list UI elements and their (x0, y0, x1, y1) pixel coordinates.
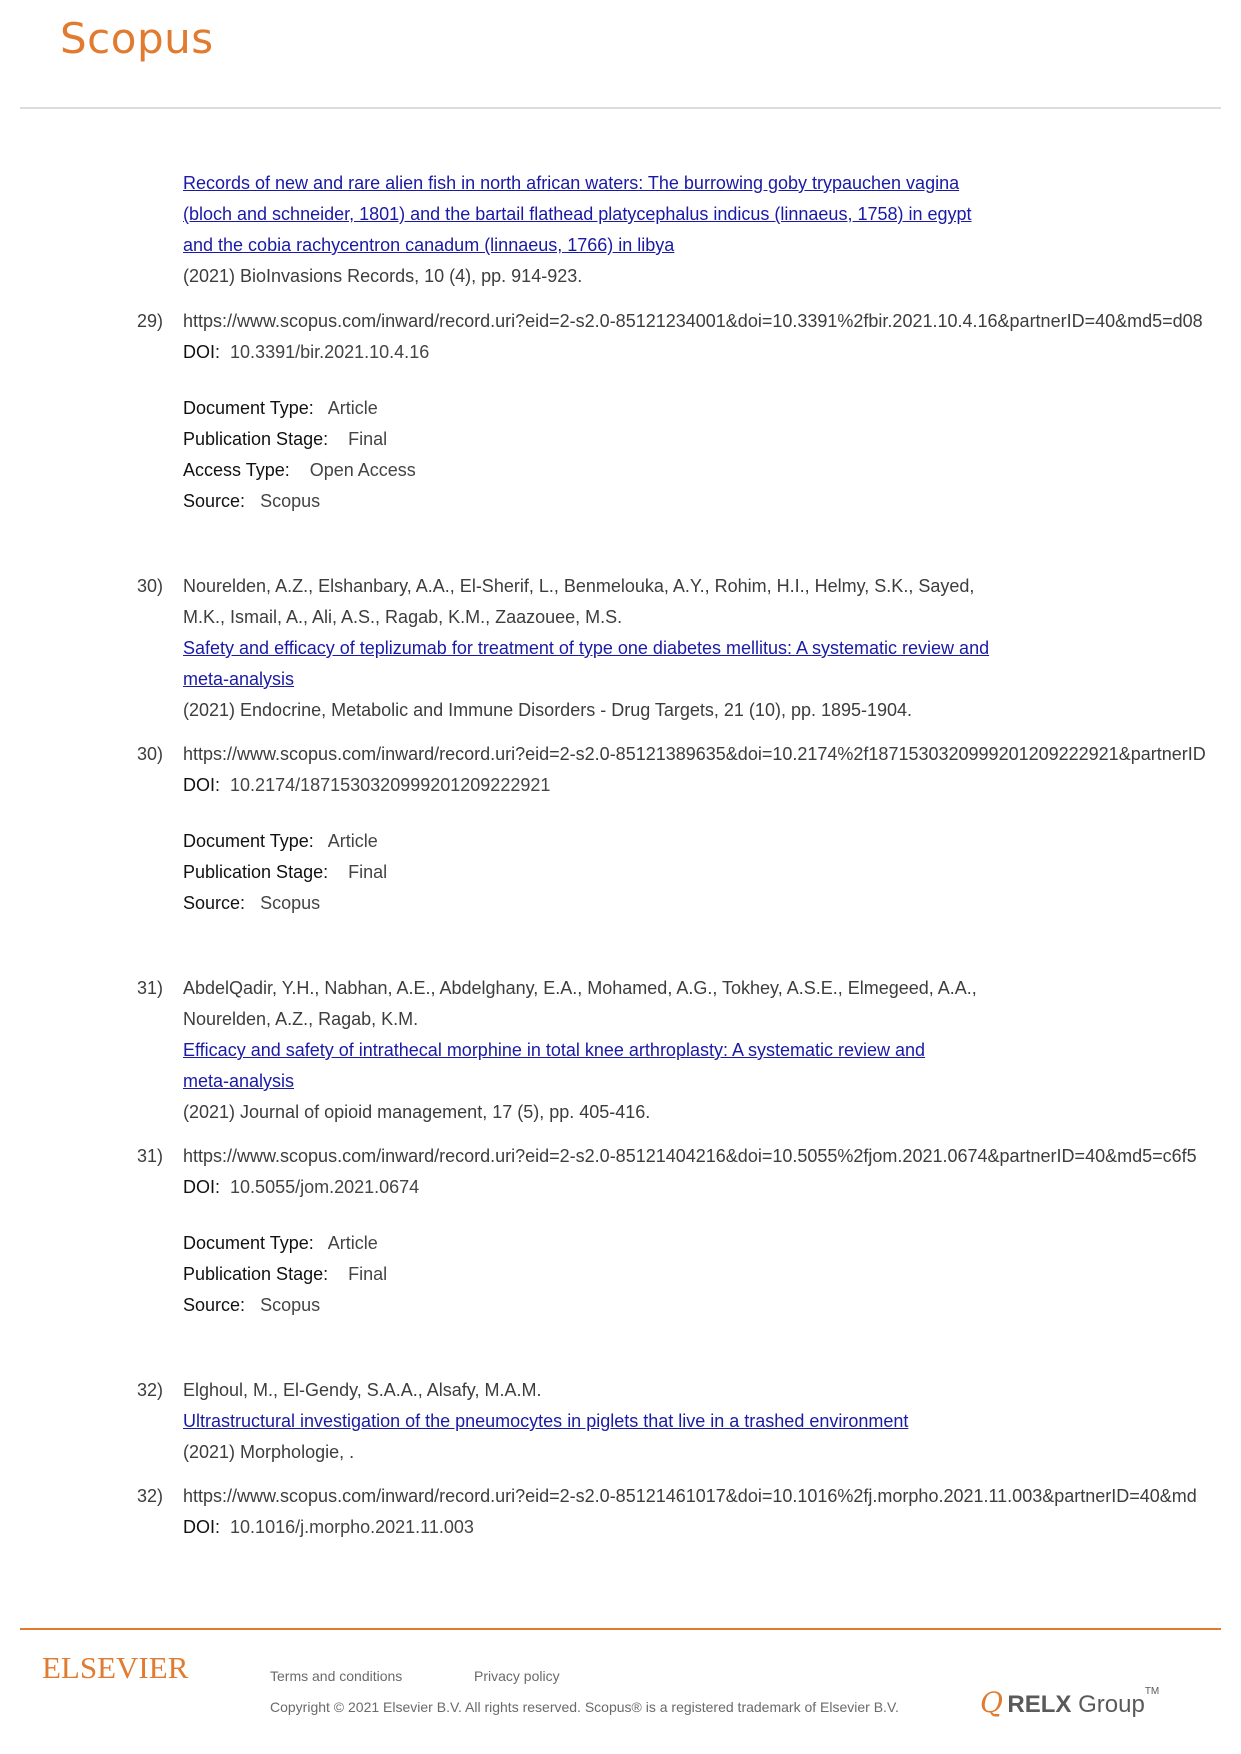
meta-label: Source: (183, 893, 246, 913)
record-title-link[interactable]: Safety and efficacy of teplizumab for treatment of type one diabetes mellitus: A systematic review and (183, 638, 990, 658)
record-title-link[interactable]: Records of new and rare alien fish in north african waters: The burrowing goby trypauchen vagina (183, 173, 960, 193)
record-title-link[interactable]: meta-analysis (183, 1071, 295, 1091)
privacy-link[interactable]: Privacy policy (474, 1668, 560, 1684)
record-title-link[interactable]: Ultrastructural investigation of the pneumocytes in piglets that live in a trashed environment (183, 1411, 909, 1431)
record-url[interactable]: https://www.scopus.com/inward/record.uri?eid=2-s2.0-85121461017&doi=10.1016%2fj.morpho.2021.11.003&partnerID=40&md (183, 1486, 1197, 1506)
meta-label: Document Type: (183, 1233, 314, 1253)
record-citation: (2021) BioInvasions Records, 10 (4), pp. 914-923. (183, 266, 583, 286)
record-url[interactable]: https://www.scopus.com/inward/record.uri?eid=2-s2.0-85121389635&doi=10.2174%2f1871530320999201209222921&partnerID (183, 744, 1206, 764)
relx-group: Group (1071, 1691, 1145, 1718)
meta-label: Publication Stage: (183, 862, 329, 882)
record-number: 30) (137, 576, 164, 596)
record-doi (183, 1175, 419, 1199)
elsevier-logo: ELSEVIER (42, 1650, 189, 1685)
record-title-link[interactable]: and the cobia rachycentron canadum (linnaeus, 1766) in libya (183, 235, 675, 255)
record-url[interactable]: https://www.scopus.com/inward/record.uri?eid=2-s2.0-85121234001&doi=10.3391%2fbir.2021.10.4.16&partnerID=40&md5=d08 (183, 311, 1203, 331)
record-number: 30) (137, 744, 164, 764)
record-number: 29) (137, 311, 164, 331)
doi-value: 10.2174/1871530320999201209222921 (230, 775, 551, 795)
meta-label: Source: (183, 1295, 246, 1315)
meta-label: Document Type: (183, 398, 314, 418)
meta-document-type (183, 829, 378, 853)
scopus-logo: Scopus (60, 14, 214, 63)
meta-value: Open Access (309, 460, 416, 480)
meta-value: Scopus (260, 1295, 321, 1315)
doi-label: DOI: (183, 1517, 221, 1537)
record-number: 32) (137, 1380, 164, 1400)
record-citation: (2021) Journal of opioid management, 17 (5), pp. 405-416. (183, 1102, 651, 1122)
record-citation: (2021) Endocrine, Metabolic and Immune Disorders - Drug Targets, 21 (10), pp. 1895-1904. (183, 700, 913, 720)
trademark-mark: TM (1144, 1686, 1160, 1697)
doi-value: 10.1016/j.morpho.2021.11.003 (230, 1517, 474, 1537)
doi-label: DOI: (183, 775, 221, 795)
meta-value: Scopus (260, 491, 321, 511)
meta-value: Article (327, 1233, 378, 1253)
meta-label: Source: (183, 491, 246, 511)
record-doi (183, 773, 550, 797)
record-url[interactable]: https://www.scopus.com/inward/record.uri?eid=2-s2.0-85121404216&doi=10.5055%2fjom.2021.0674&partnerID=40&md5=c6f5 (183, 1146, 1197, 1166)
copyright-text: Copyright © 2021 Elsevier B.V. All rights reserved. Scopus® is a registered trademark of Elsevier B.V. (270, 1699, 899, 1715)
meta-document-type (183, 1231, 378, 1255)
meta-document-type (183, 396, 378, 420)
record-title-link[interactable]: Efficacy and safety of intrathecal morphine in total knee arthroplasty: A systematic review and (183, 1040, 926, 1060)
record-title-link[interactable]: meta-analysis (183, 669, 295, 689)
doi-label: DOI: (183, 1177, 221, 1197)
meta-value: Article (327, 398, 378, 418)
record-number: 31) (137, 978, 164, 998)
meta-value: Article (327, 831, 378, 851)
record-authors: Elghoul, M., El-Gendy, S.A.A., Alsafy, M.A.M. (183, 1380, 542, 1400)
meta-source (183, 891, 320, 915)
record-citation: (2021) Morphologie, . (183, 1442, 355, 1462)
record-number: 31) (137, 1146, 164, 1166)
doi-label: DOI: (183, 342, 221, 362)
record-authors: AbdelQadir, Y.H., Nabhan, A.E., Abdelghany, E.A., Mohamed, A.G., Tokhey, A.S.E., Elmegeed, A.A., (183, 978, 977, 998)
meta-value: Scopus (260, 893, 321, 913)
doi-value: 10.3391/bir.2021.10.4.16 (230, 342, 430, 362)
meta-publication-stage (183, 427, 387, 451)
meta-value: Final (348, 1264, 388, 1284)
meta-publication-stage (183, 860, 387, 884)
meta-label: Publication Stage: (183, 1264, 329, 1284)
record-authors: M.K., Ismail, A., Ali, A.S., Ragab, K.M., Zaazouee, M.S. (183, 607, 623, 627)
meta-value: Final (348, 862, 388, 882)
meta-value: Final (348, 429, 388, 449)
record-number: 32) (137, 1486, 164, 1506)
meta-label: Document Type: (183, 831, 314, 851)
relx-q-icon: Q (980, 1686, 1003, 1719)
doi-value: 10.5055/jom.2021.0674 (230, 1177, 420, 1197)
relx-logo (980, 1686, 1159, 1719)
record-authors: Nourelden, A.Z., Elshanbary, A.A., El-Sherif, L., Benmelouka, A.Y., Rohim, H.I., Helmy, S.K., Sayed, (183, 576, 975, 596)
meta-label: Publication Stage: (183, 429, 329, 449)
record-doi (183, 1515, 474, 1539)
header-divider (20, 107, 1221, 109)
meta-label: Access Type: (183, 460, 290, 480)
record-authors: Nourelden, A.Z., Ragab, K.M. (183, 1009, 419, 1029)
record-title-link[interactable]: (bloch and schneider, 1801) and the bartail flathead platycephalus indicus (linnaeus, 1758) in egypt (183, 204, 972, 224)
record-doi (183, 340, 429, 364)
meta-source (183, 1293, 320, 1317)
relx-name: RELX (1007, 1691, 1072, 1718)
meta-access-type (183, 458, 416, 482)
footer-divider (20, 1628, 1221, 1630)
meta-source (183, 489, 320, 513)
terms-link[interactable]: Terms and conditions (270, 1668, 403, 1684)
meta-publication-stage (183, 1262, 387, 1286)
